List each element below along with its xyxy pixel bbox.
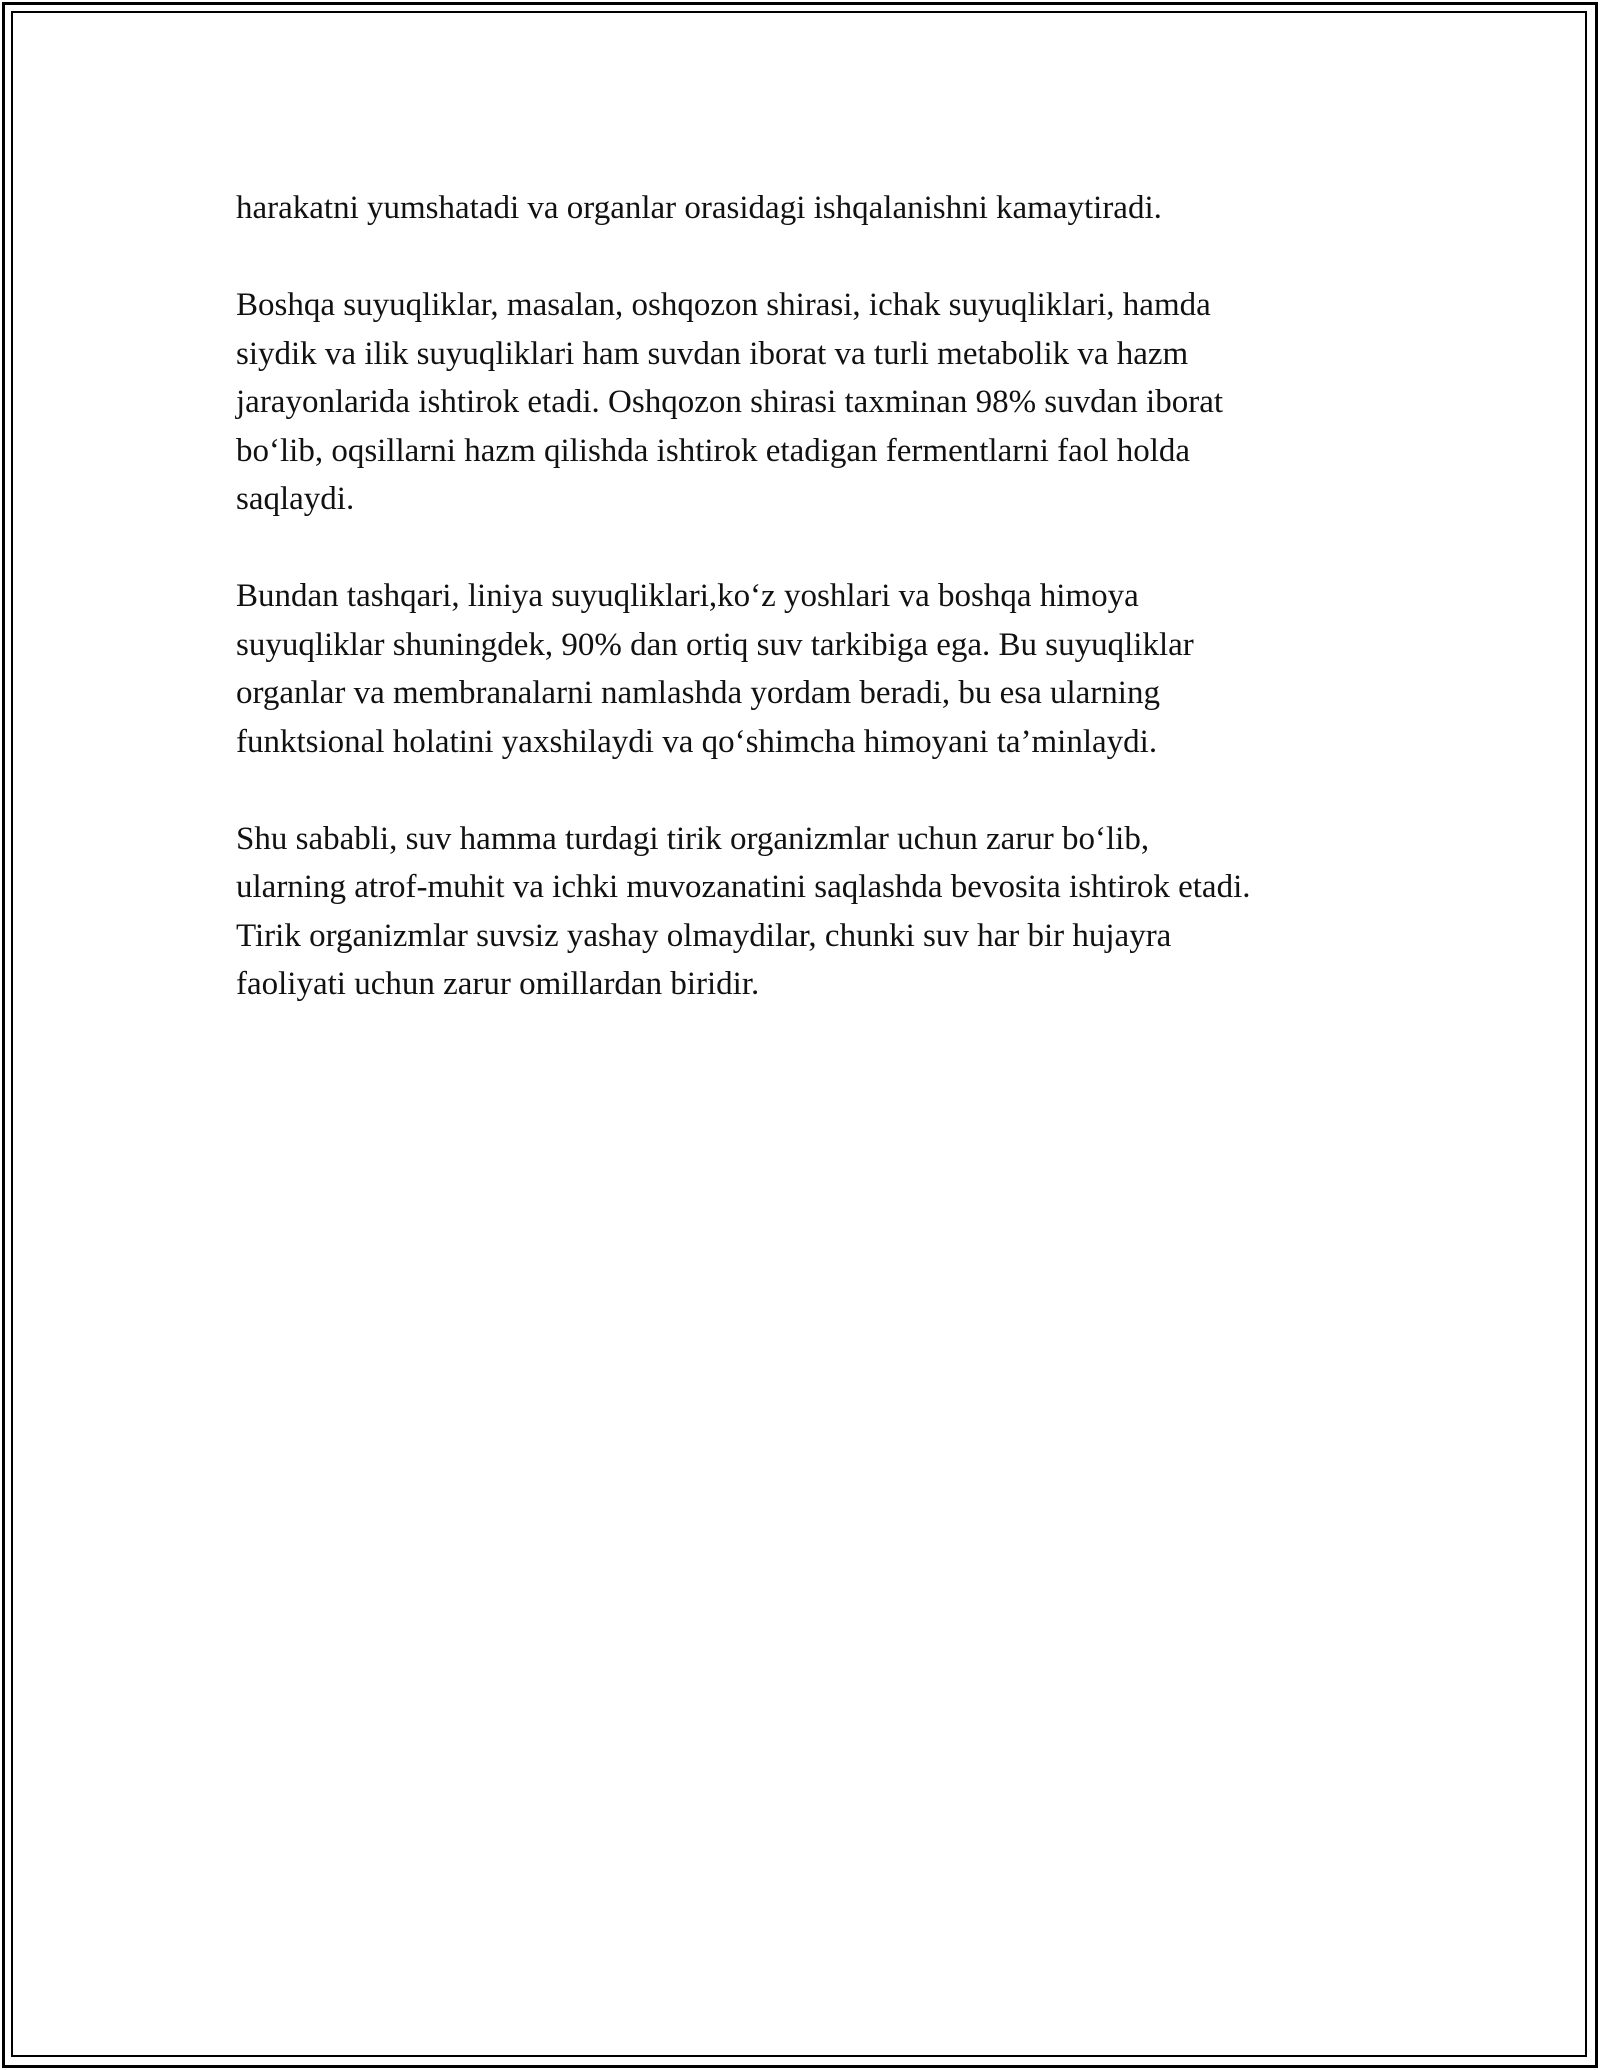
text-line: ularning atrof-muhit va ichki muvozanatini saqlashda bevosita ishtirok etadi. (236, 869, 1251, 905)
text-line: bo‘lib, oqsillarni hazm qilishda ishtirok etadigan fermentlarni faol holda (236, 432, 1191, 469)
text-line: jarayonlarida ishtirok etadi. Oshqozon shirasi taxminan 98% suvdan iborat (236, 384, 1224, 420)
text-line: harakatni yumshatadi va organlar orasidagi ishqalanishni kamaytiradi. (236, 190, 1162, 226)
text-line: Tirik organizmlar suvsiz yashay olmaydilar, chunki suv har bir hujayra (236, 917, 1172, 954)
text-line: organlar va membranalarni namlashda yordam beradi, bu esa ularning (236, 675, 1160, 711)
text-line: saqlaydi. (236, 481, 355, 517)
text-line: funktsional holatini yaxshilaydi va qo‘shimcha himoyani ta’minlaydi. (236, 723, 1158, 760)
paragraph (236, 815, 1396, 1009)
text-line: Bundan tashqari, liniya suyuqliklari,ko‘z yoshlari va boshqa himoya (236, 578, 1139, 614)
text-line: Boshqa suyuqliklar, masalan, oshqozon shirasi, ichak suyuqliklari, hamda (236, 287, 1211, 323)
document-body (236, 184, 1396, 1057)
text-line: siydik va ilik suyuqliklari ham suvdan iborat va turli metabolik va hazm (236, 335, 1189, 372)
text-line: suyuqliklar shuningdek, 90% dan ortiq suv tarkibiga ega. Bu suyuqliklar (236, 626, 1194, 663)
text-line: Shu sababli, suv hamma turdagi tirik organizmlar uchun zarur bo‘lib, (236, 820, 1150, 857)
text-line: faoliyati uchun zarur omillardan biridir. (236, 966, 760, 1002)
paragraph (236, 572, 1396, 766)
paragraph (236, 184, 1396, 233)
paragraph (236, 281, 1396, 524)
